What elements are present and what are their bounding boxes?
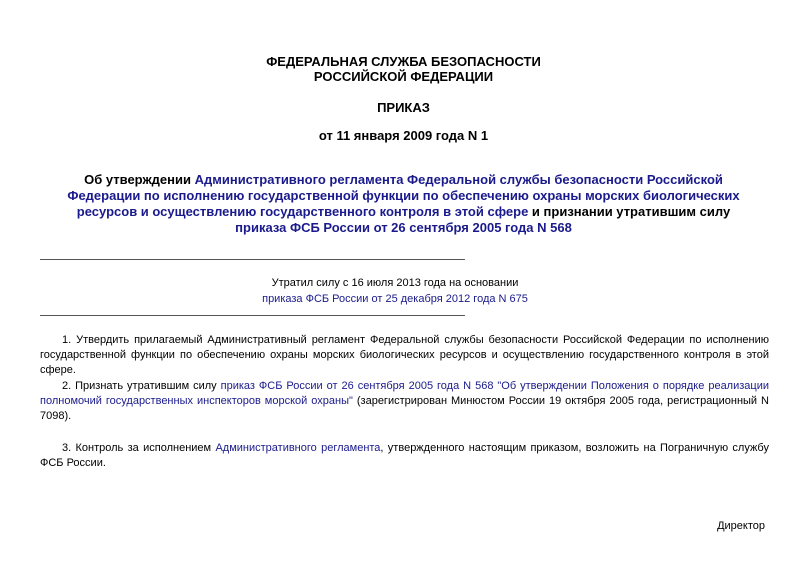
status-note-link-line: [195, 292, 595, 307]
paragraph-3-prefix: 3. Контроль за исполнением: [62, 442, 216, 454]
paragraph-2-prefix: 2. Признать утратившим силу: [62, 380, 221, 392]
divider-bottom: [40, 315, 465, 316]
order-568-link[interactable]: приказ ФСБ России от 26 сентября 2005 года N 568 "Об утверждении Положения о порядке реализации полномочий государственных инспекторов морской охраны": [40, 380, 769, 407]
agency-name-line2: РОССИЙСКОЙ ФЕДЕРАЦИИ: [313, 69, 494, 84]
repeal-order-link[interactable]: приказа ФСБ России от 25 декабря 2012 года N 675: [262, 293, 528, 305]
status-note: Утратил силу с 16 июля 2013 года на основании: [271, 277, 519, 289]
paragraph-2-suffix: (зарегистрирован Минюстом России 19 октября 2005 года, регистрационный N 7098).: [40, 395, 769, 422]
paragraph-3: [40, 441, 769, 471]
regulation-short-link[interactable]: Административного регламента: [215, 442, 381, 454]
signatory-title: Директор: [717, 520, 765, 532]
divider-top: [40, 259, 465, 260]
paragraph-2: [40, 379, 769, 424]
old-order-link[interactable]: приказа ФСБ России от 26 сентября 2005 года N 568: [235, 220, 572, 235]
regulation-link[interactable]: Административного регламента Федеральной службы безопасности Российской Федерации по исполнению государственной функции по обеспечению охраны морских биологических ресурсов и осуществлению государственного контроля в этой сфере: [67, 172, 740, 219]
document-type: ПРИКАЗ: [377, 100, 430, 115]
document-subject: [50, 172, 757, 236]
paragraph-1: 1. Утвердить прилагаемый Административный регламент Федеральной службы безопасности Российской Федерации по исполнению государственной функции по обеспечению охраны морских биологических ресурсов и осуществлению государственного контроля в этой сфере.: [40, 334, 769, 376]
subject-prefix: Об утверждении: [84, 172, 195, 187]
document-date: от 11 января 2009 года N 1: [318, 128, 489, 143]
agency-name-line1: ФЕДЕРАЛЬНАЯ СЛУЖБА БЕЗОПАСНОСТИ: [266, 54, 541, 69]
subject-middle: и признании утратившим силу: [528, 204, 731, 219]
paragraph-3-suffix: , утвержденного настоящим приказом, возложить на Пограничную службу ФСБ России.: [40, 442, 769, 469]
